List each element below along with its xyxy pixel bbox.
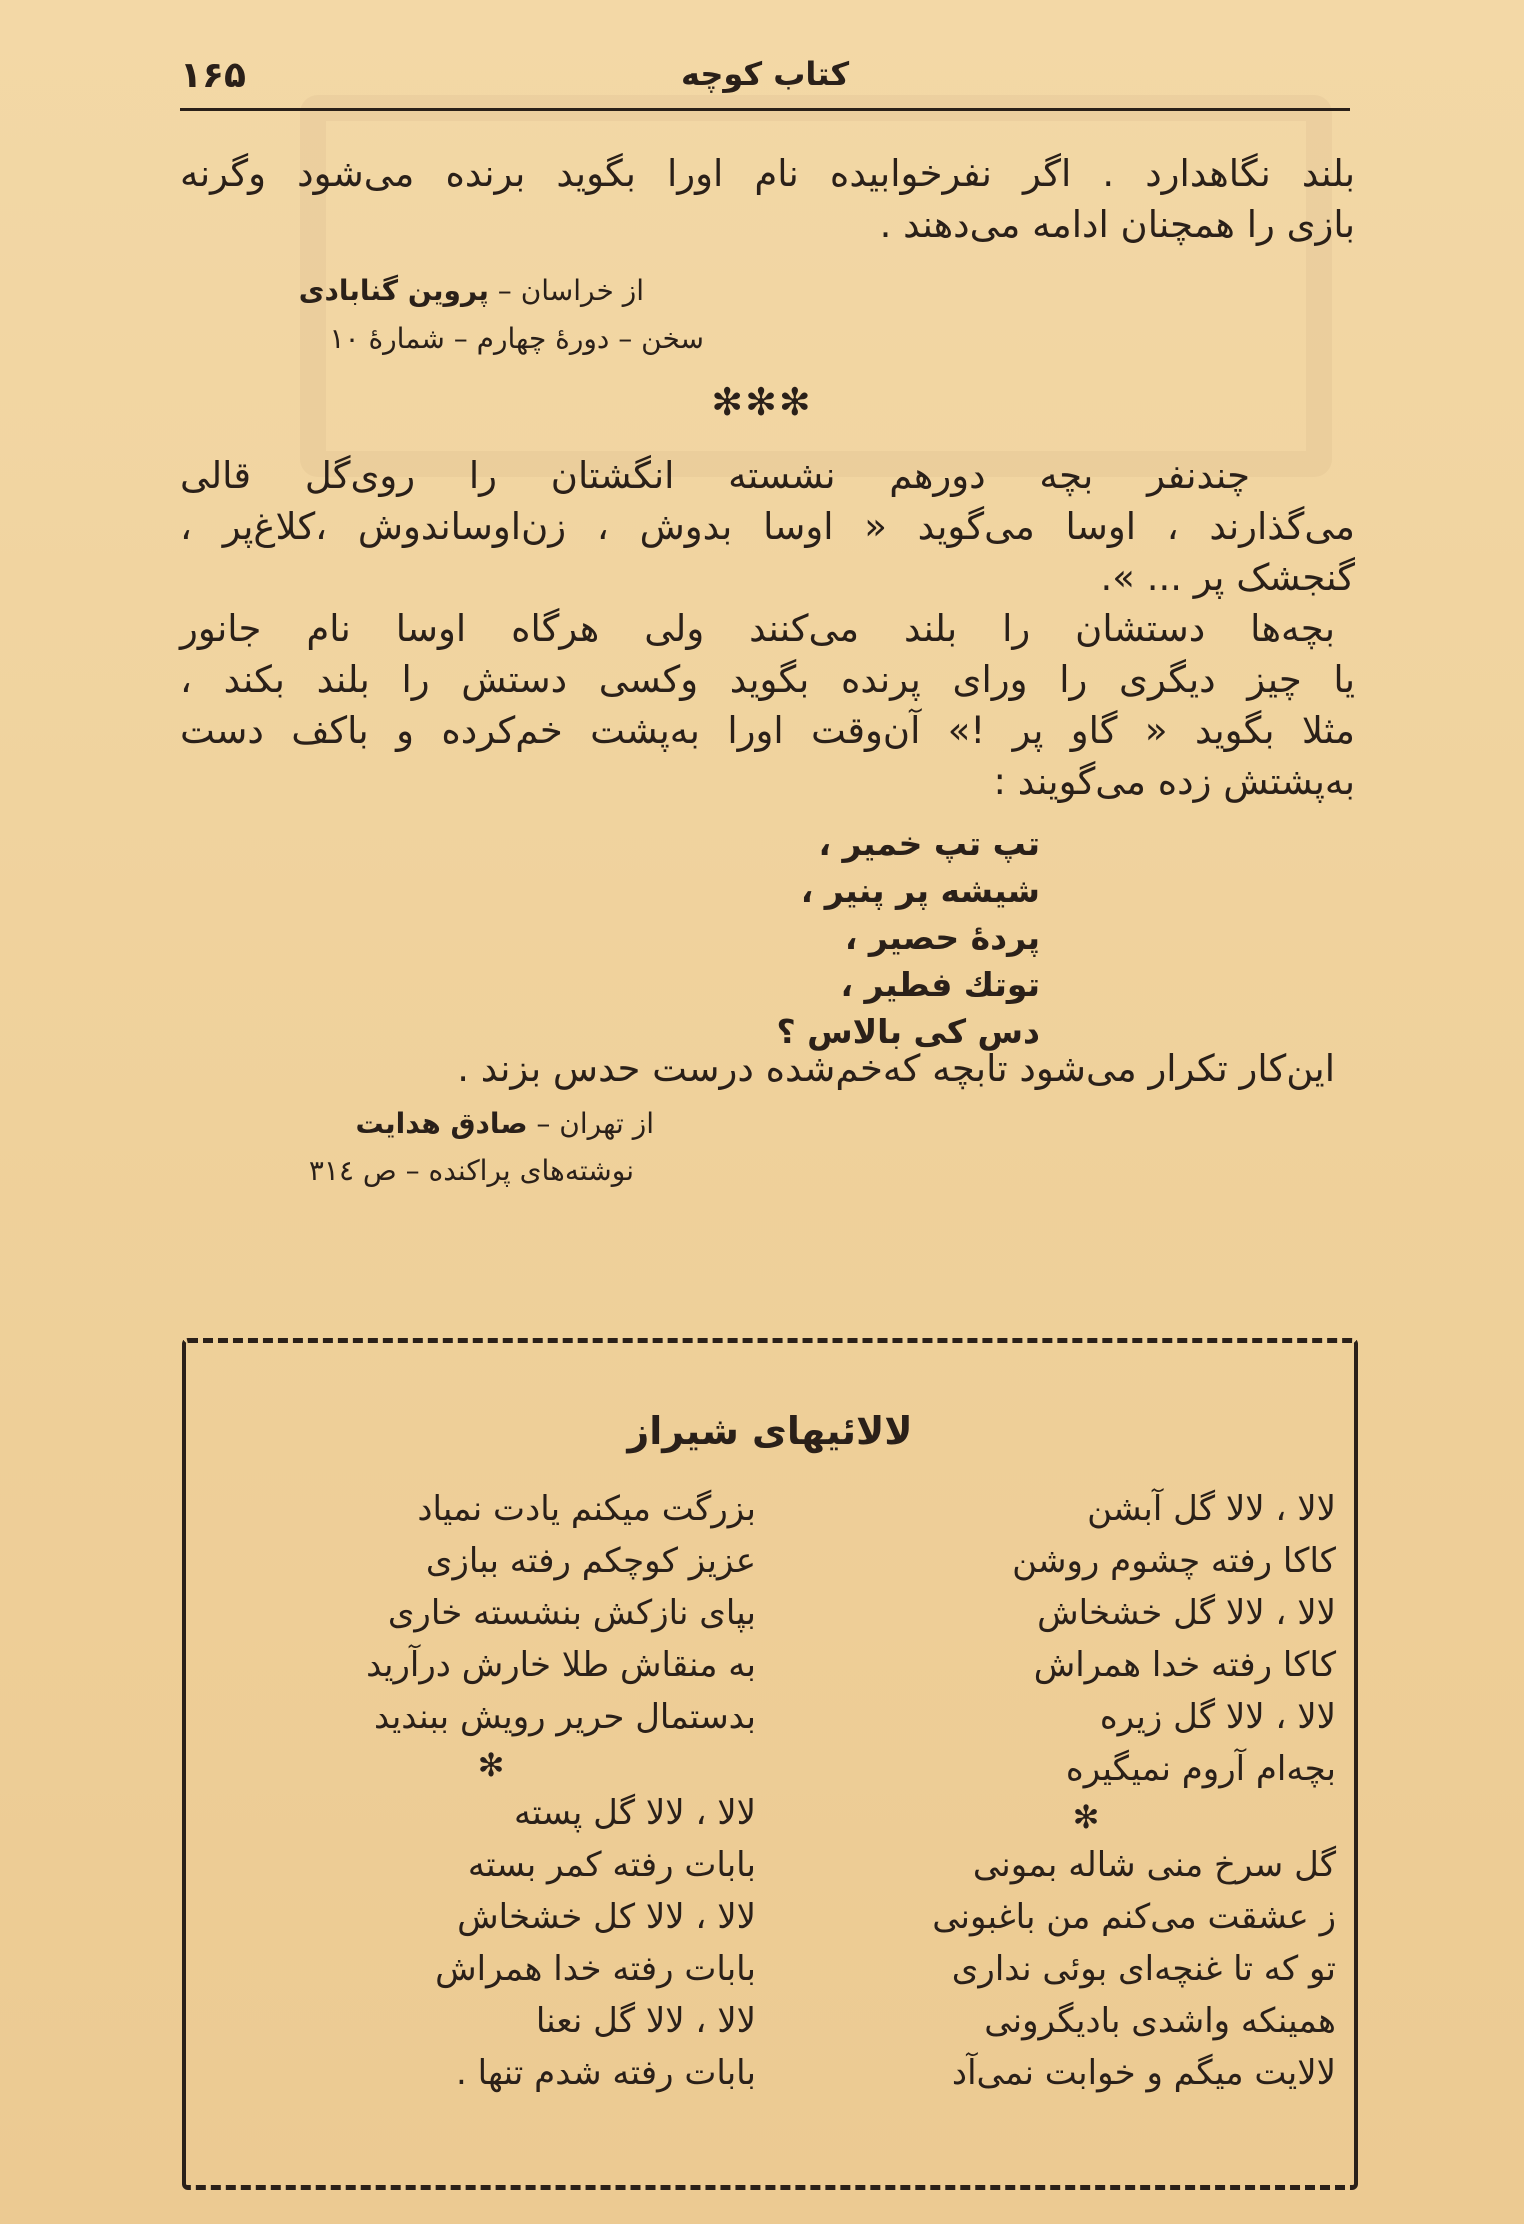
section-separator: ✻✻✻	[711, 380, 813, 424]
page-header	[180, 55, 1350, 110]
header-rule	[180, 108, 1350, 111]
stanza-separator: ✻	[477, 1746, 505, 1784]
verse-line: لالا ، لالا کل خشخاش	[457, 1897, 756, 1937]
verse-line: تو که تا غنچه‌ای بوئی نداری	[951, 1949, 1336, 1989]
verse-line: کاکا رفته خدا همراش	[1033, 1645, 1336, 1685]
verse-line: لالا ، لالا گل نعنا	[535, 2001, 756, 2041]
running-title: کتاب کوچه	[680, 55, 850, 93]
section2-closing	[180, 1043, 1355, 1094]
stanza-separator: ✻	[1072, 1798, 1100, 1836]
verse-line: بدستمال حریر رویش ببندید	[374, 1697, 756, 1737]
source-region: از تهران –	[536, 1107, 654, 1140]
verse-line: بزرگت میکنم یادت نمیاد	[417, 1489, 756, 1529]
section2-paragraph-2	[180, 603, 1355, 807]
chant-verse	[600, 820, 1040, 1055]
text-line: مثلا بگوید « گاو پر !» آن‌وقت اورا به‌پشت خم‌کرده و باکف دست	[180, 709, 1355, 752]
text-line: بلند نگاهدارد . اگر نفرخوابیده نام اورا بگوید برنده می‌شود وگرنه	[180, 152, 1355, 195]
verse-line: بابات رفته کمر بسته	[467, 1845, 756, 1885]
source-citation: نوشته‌های پراکنده – ص ۳۱٤	[308, 1154, 634, 1187]
text-line: گنجشک پر ... ».	[1100, 556, 1355, 599]
verse-line: بابات رفته خدا همراش	[435, 1949, 756, 1989]
text-line: می‌گذارند ، اوسا می‌گوید « اوسا بدوش ، زن‌اوساندوش ،کلاغ‌پر ،	[180, 505, 1355, 548]
section2-paragraph-1	[180, 450, 1355, 603]
text-line: بچه‌ها دستشان را بلند می‌کنند ولی هرگاه اوسا نام جانور	[180, 607, 1335, 650]
box-title: لالائیهای شیراز	[627, 1409, 913, 1453]
verse-line: لالا ، لالا گل آبشن	[1087, 1489, 1336, 1529]
verse-line: تپ تپ خمیر ،	[818, 824, 1040, 863]
verse-line: ز عشقت می‌کنم من باغبونی	[932, 1897, 1336, 1937]
source-author: صادق هدایت	[355, 1107, 528, 1140]
text-line: یا چیز دیگری را ورای پرنده بگوید وکسی دستش را بلند بکند ،	[180, 658, 1355, 701]
page-number: ۱۶۵	[180, 55, 246, 96]
text-line: این‌کار تکرار می‌شود تابچه که‌خم‌شده درست حدس بزند .	[457, 1047, 1335, 1090]
lullaby-column-right	[836, 1483, 1336, 2099]
verse-line: توتك فطیر ،	[840, 965, 1040, 1004]
verse-line: دس کی بالاس ؟	[776, 1012, 1040, 1051]
source-attribution	[355, 1103, 654, 1145]
verse-line: عزیز کوچکم رفته ببازی	[425, 1541, 756, 1581]
source-citation: سخن – دورهٔ چهارم – شمارهٔ ۱۰	[329, 322, 704, 355]
verse-line: لالا ، لالا گل خشخاش	[1037, 1593, 1336, 1633]
text-line: بازی را همچنان ادامه می‌دهند .	[879, 203, 1355, 246]
verse-line: لالا ، لالا گل پسته	[514, 1793, 756, 1833]
verse-line: لالایت میگم و خوابت نمی‌آد	[951, 2053, 1336, 2093]
source-attribution	[299, 270, 644, 312]
verse-line: بابات رفته شدم تنها .	[456, 2053, 756, 2093]
text-line: چندنفر بچه دورهم نشسته انگشتان را روی‌گل قالی	[180, 454, 1250, 497]
verse-line: کاکا رفته چشوم روشن	[1012, 1541, 1336, 1581]
verse-line: لالا ، لالا گل زیره	[1099, 1697, 1336, 1737]
source-region: از خراسان –	[497, 274, 644, 307]
source-author: پروین گنابادی	[298, 274, 489, 307]
lullaby-box	[182, 1338, 1358, 2190]
lullaby-column-left	[226, 1483, 756, 2099]
verse-line: بچه‌ام آروم نمیگیره	[1065, 1749, 1336, 1789]
verse-line: شیشه پر پنیر ،	[800, 871, 1040, 910]
verse-line: همینکه واشدی بادیگرونی	[984, 2001, 1336, 2041]
verse-line: پردهٔ حصیر ،	[844, 918, 1040, 957]
verse-line: به منقاش طلا خارش درآرید	[366, 1645, 756, 1685]
section1-paragraph	[180, 148, 1355, 250]
verse-line: گل سرخ منی شاله بمونی	[972, 1845, 1336, 1885]
verse-line: بپای نازکش بنشسته خاری	[387, 1593, 756, 1633]
text-line: به‌پشتش زده می‌گویند :	[993, 760, 1355, 803]
